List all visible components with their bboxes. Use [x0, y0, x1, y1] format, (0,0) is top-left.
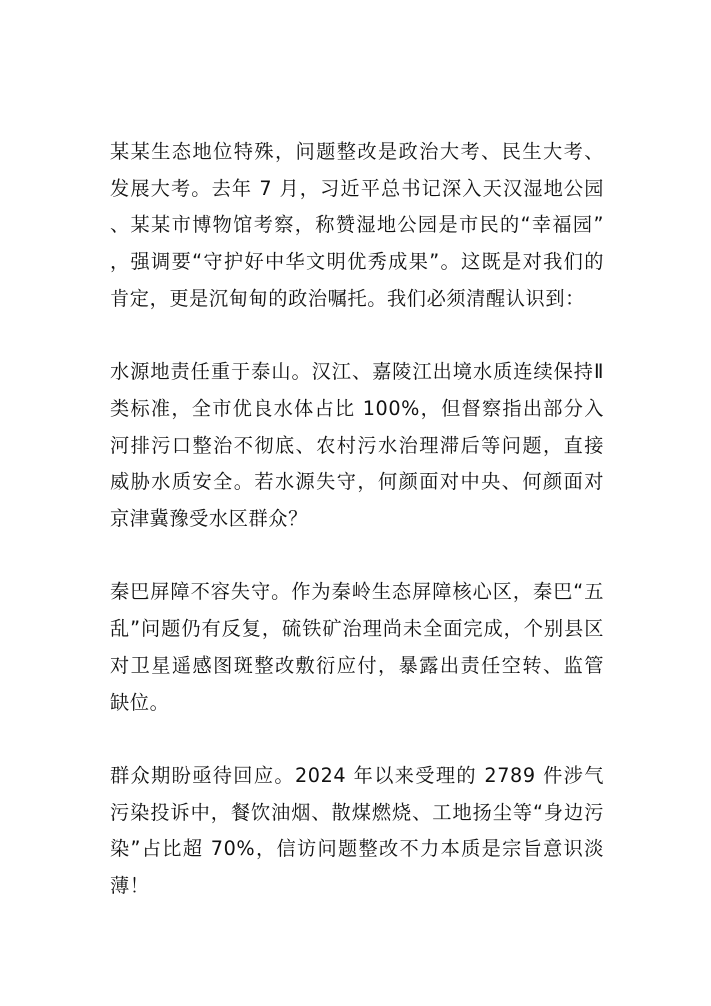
paragraph-water-source: 水源地责任重于泰山。汉江、嘉陵江出境水质连续保持Ⅱ类标准，全市优良水体占比 100%，但督察指出部分入河排污口整治不彻底、农村污水治理滞后等问题，直接威胁水质安全。若水源失守，何颜面对中央、何颜面对京津冀豫受水区群众？ [110, 360, 604, 531]
paragraph-public-expectations: 群众期盼亟待回应。2024 年以来受理的 2789 件涉气污染投诉中，餐饮油烟、散煤燃烧、工地扬尘等“身边污染”占比超 70%，信访问题整改不力本质是宗旨意识淡薄！ [110, 763, 604, 898]
document-body [110, 134, 604, 905]
paragraph-qinba-barrier: 秦巴屏障不容失守。作为秦岭生态屏障核心区，秦巴“五乱”问题仍有反复，硫铁矿治理尚未全面完成，个别县区对卫星遥感图斑整改敷衍应付，暴露出责任空转、监管缺位。 [110, 580, 604, 714]
paragraph-ecological-status: 某某生态地位特殊，问题整改是政治大考、民生大考、发展大考。去年 7 月，习近平总书记深入天汉湿地公园、某某市博物馆考察，称赞湿地公园是市民的“幸福园”，强调要“守护好中华文明优秀成果”。这既是对我们的肯定，更是沉甸甸的政治嘱托。我们必须清醒认识到： [110, 140, 604, 310]
